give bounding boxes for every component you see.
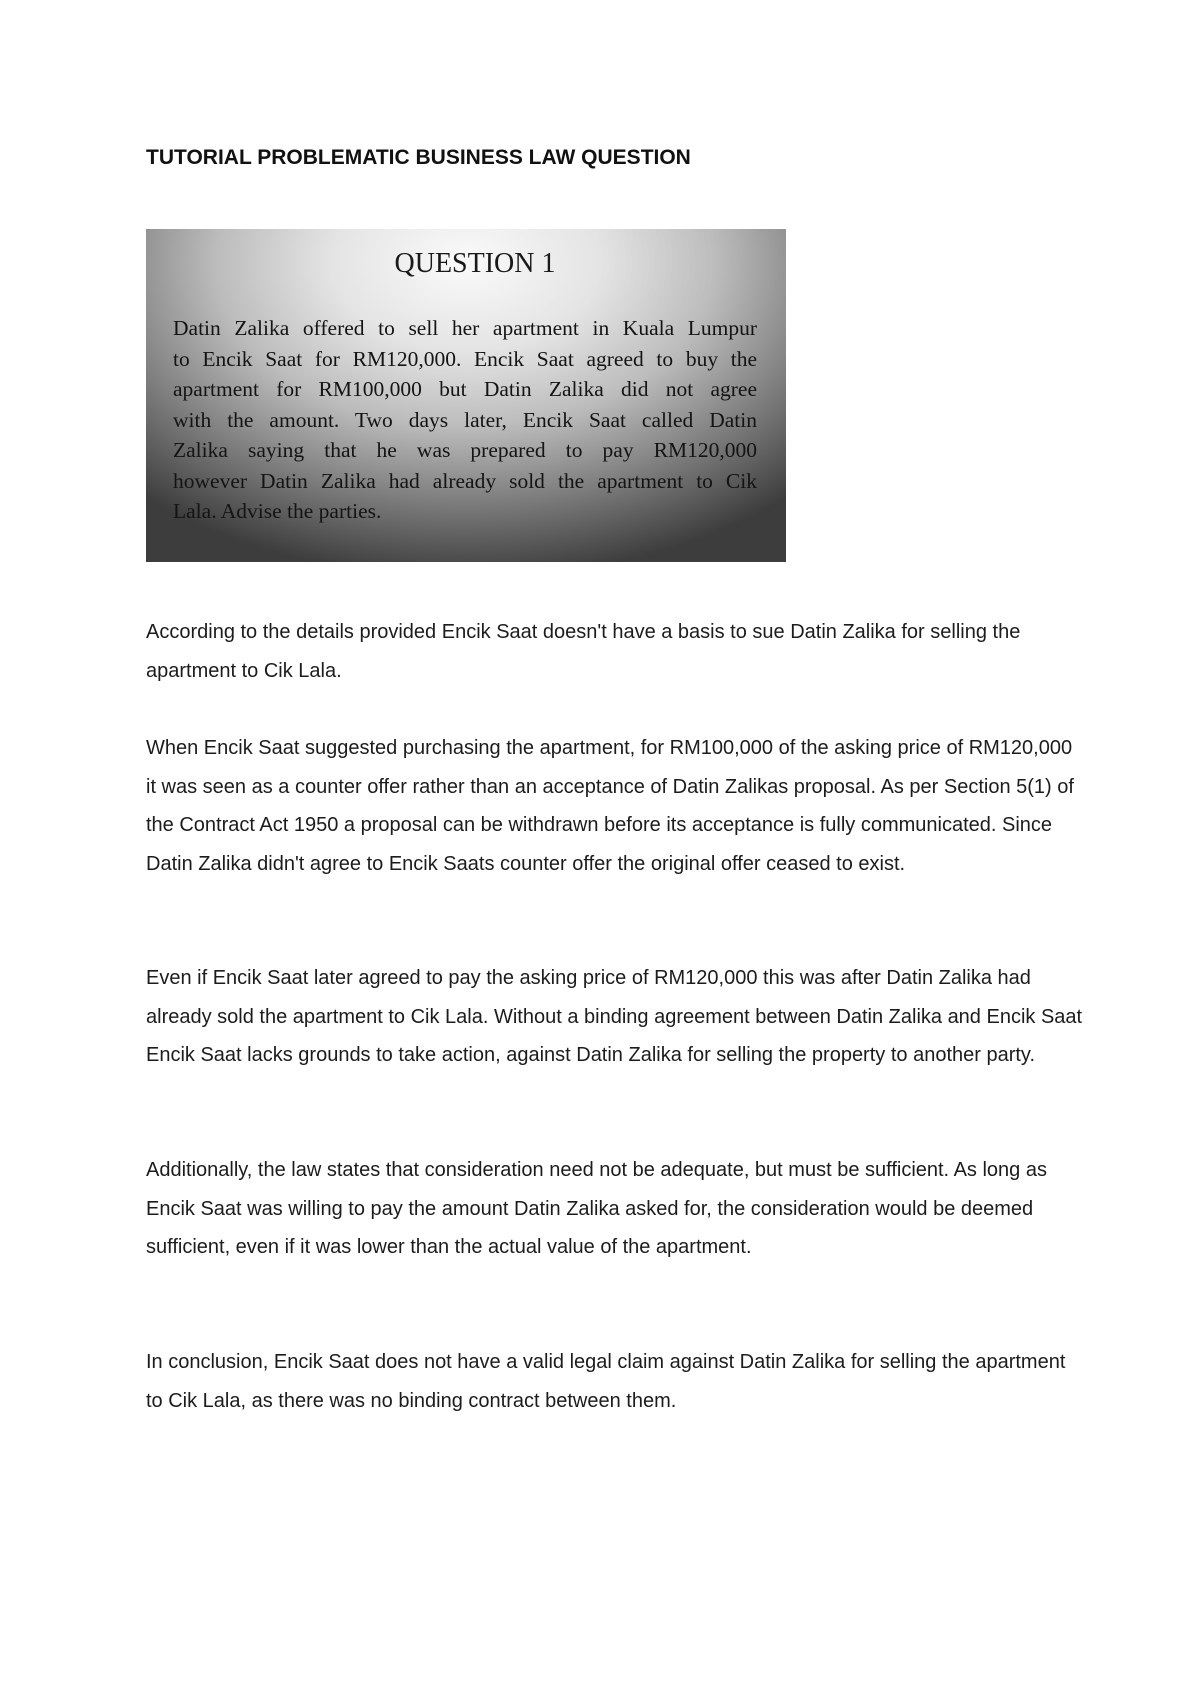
question-line: to Encik Saat for RM120,000. Encik Saat agreed to buy the xyxy=(173,346,757,371)
answer-paragraph-intro: According to the details provided Encik Saat doesn't have a basis to sue Datin Zalika for selling the apartment to Cik Lala. xyxy=(146,621,1021,682)
answer-paragraph-counter-offer: When Encik Saat suggested purchasing the apartment, for RM100,000 of the asking price of RM120,000 it was seen as a counter offer rather than an acceptance of Datin Zalikas proposal. As per Section 5(1) of the Contract Act 1950 a proposal can be withdrawn before its acceptance is fully communicated. Since Datin Zalika didn't agree to Encik Saats counter offer the original offer ceased to exist. xyxy=(146,737,1074,875)
question-line: with the amount. Two days later, Encik Saat called Datin xyxy=(173,407,757,432)
answer-paragraph-consideration: Additionally, the law states that consideration need not be adequate, but must be sufficient. As long as Encik Saat was willing to pay the amount Datin Zalika asked for, the consideration would be deemed sufficient, even if it was lower than the actual value of the apartment. xyxy=(146,1159,1047,1258)
answer-paragraph-conclusion: In conclusion, Encik Saat does not have a valid legal claim against Datin Zalika for selling the apartment to Cik Lala, as there was no binding contract between them. xyxy=(146,1351,1066,1412)
question-line: Lala. Advise the parties. xyxy=(173,499,382,523)
question-line: Datin Zalika offered to sell her apartment in Kuala Lumpur xyxy=(173,316,757,340)
question-image xyxy=(146,229,786,562)
document-title: TUTORIAL PROBLEMATIC BUSINESS LAW QUESTION xyxy=(146,146,691,169)
question-heading: QUESTION 1 xyxy=(394,248,556,279)
question-line: however Datin Zalika had already sold the apartment to Cik xyxy=(173,468,757,493)
question-line: Zalika saying that he was prepared to pay RM120,000 xyxy=(173,438,757,462)
answer-paragraph-later-agreement: Even if Encik Saat later agreed to pay the asking price of RM120,000 this was after Datin Zalika had already sold the apartment to Cik Lala. Without a binding agreement between Datin Zalika and Encik Saat Encik Saat lacks grounds to take action, against Datin Zalika for selling the property to another party. xyxy=(146,967,1083,1066)
question-line: apartment for RM100,000 but Datin Zalika did not agree xyxy=(173,377,757,401)
question-text xyxy=(173,313,757,527)
